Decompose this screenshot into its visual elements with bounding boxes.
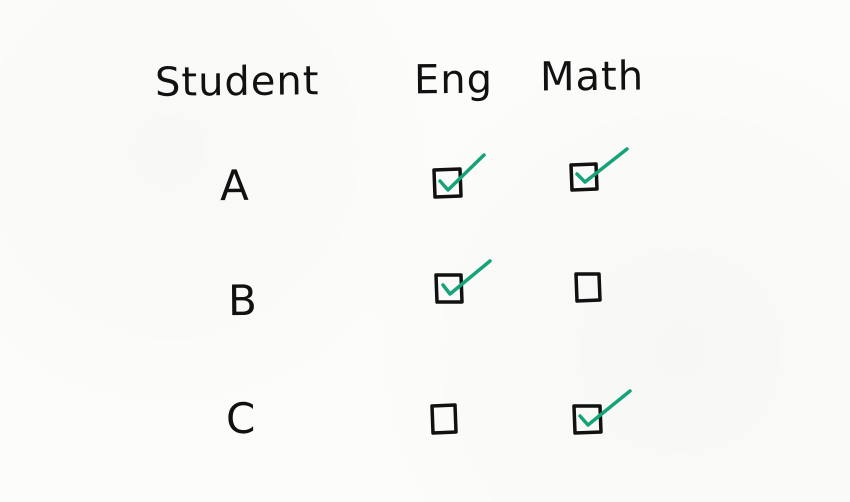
checkbox-a-eng[interactable] <box>430 150 500 210</box>
checkbox-c-eng[interactable] <box>428 396 498 456</box>
student-label-c: C <box>225 393 257 444</box>
checkbox-b-eng[interactable] <box>432 256 502 316</box>
checkbox-a-math[interactable] <box>567 144 637 204</box>
header-student: Student <box>154 58 320 106</box>
header-math: Math <box>539 53 645 101</box>
student-label-b: B <box>227 275 259 326</box>
student-label-a: A <box>219 160 250 211</box>
header-eng: Eng <box>413 56 494 104</box>
checkbox-c-math[interactable] <box>570 386 640 446</box>
checkbox-b-math[interactable] <box>572 264 642 324</box>
